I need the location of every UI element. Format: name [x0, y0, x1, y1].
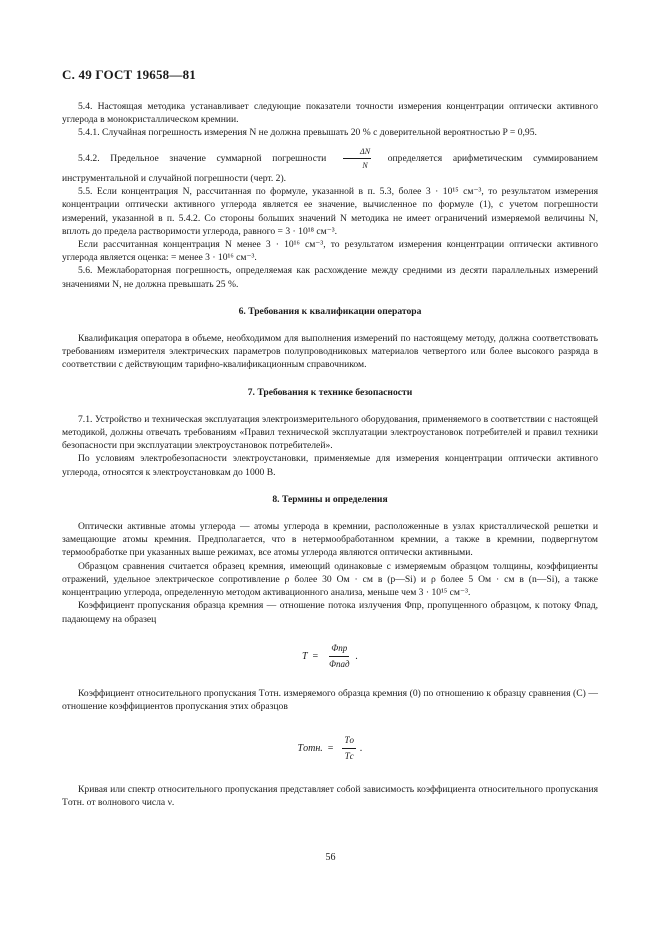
formula-2-equals: =: [327, 742, 334, 754]
document-body: [62, 100, 598, 809]
formula-1-numerator: Φпр: [329, 642, 349, 657]
section-8-paragraph-3: Коэффициент пропускания образца кремния — отношение потока излучения Φпр, пропущенного образцом, к потоку Φпад, падающему на образец: [62, 600, 598, 625]
section-6-title: 6. Требования к квалификации оператора: [238, 305, 422, 317]
formula-2-lhs: Tотн.: [297, 742, 323, 754]
section-8-paragraph-5: Кривая или спектр относительного пропускания представляет собой зависимость коэффициента относительного пропускания Tотн. от волнового числа ν.: [62, 783, 598, 809]
paragraph-5-5-estimate: Если рассчитанная концентрация N менее 3 · 10¹⁶ см⁻³, то результатом измерения концентрации оптически активного углерода является оценка: = менее 3 · 10¹⁶ см⁻³.: [62, 239, 598, 264]
formula-1-denominator: Φпад: [329, 658, 350, 669]
formula-2-numerator: Tо: [342, 734, 356, 749]
paragraph-5-6: 5.6. Межлабораторная погрешность, определяемая как расхождение между средними из десяти параллельных измерений значениями N, не должна превышать 25 %.: [62, 265, 598, 290]
error-ratio-fraction: [343, 145, 371, 172]
section-8-title: 8. Термины и определения: [272, 493, 388, 505]
error-ratio-numerator: ΔN: [343, 145, 371, 159]
paragraph-5-4: 5.4. Настоящая методика устанавливает следующие показатели точности измерения концентрации оптически активного углерода в монокристаллическом кремнии.: [62, 101, 598, 126]
transmission-formula: [62, 642, 598, 671]
formula-1-equals: =: [312, 650, 319, 662]
relative-transmission-formula: [62, 734, 598, 763]
formula-2-fraction: [342, 734, 356, 763]
paragraph-5-4-1: 5.4.1. Случайная погрешность измерения N не должна превышать 20 % с доверительной вероятностью P = 0,95.: [78, 127, 537, 139]
paragraph-5-4-2: [62, 145, 598, 186]
formula-1-fraction: [327, 642, 351, 671]
section-7-paragraph-1: 7.1. Устройство и техническая эксплуатация электроизмерительного оборудования, применяемого в соответствии с настоящей методикой, должны отвечать требованиям «Правил технической эксплуатации электроустановок потребителей и правил техники безопасности при эксплуатации электроустановок потребителей».: [62, 413, 598, 452]
section-7-title: 7. Требования к технике безопасности: [247, 386, 413, 398]
paragraph-5-5: 5.5. Если концентрация N, рассчитанная по формуле, указанной в п. 5.3, более 3 · 10¹⁵ см⁻³, то результатом измерения концентрации оптически активного углерода является ее значение, вычисленное по формуле (1), с учетом погрешности измерений, указанной в п. 5.4.2. Со стороны больших значений N методика не имеет ограничений измеряемой величины N, вплоть до предела растворимости углерода, равного = 3 · 10¹⁸ см⁻³.: [62, 186, 598, 237]
paragraph-5-4-2-start: 5.4.2. Предельное значение суммарной погрешности: [78, 152, 327, 164]
section-6-paragraph: Квалификация оператора в объеме, необходимом для выполнения измерений по настоящему методу, должна соответствовать требованиям измерителя электрических параметров полупроводниковых материалов четвертого или более высокого разряда в соответствии с действующим тарифно-квалификационным справочником.: [62, 333, 598, 371]
formula-2-period: .: [359, 742, 363, 754]
section-7-paragraph-2: По условиям электробезопасности электроустановки, применяемые для измерения концентрации оптически активного углерода, относятся к электроустановкам до 1000 В.: [62, 453, 598, 478]
page-header: С. 49 ГОСТ 19658—81: [62, 67, 196, 82]
formula-1-lhs: T: [301, 650, 308, 662]
section-8-paragraph-4: Коэффициент относительного пропускания Tотн. измеряемого образца кремния (0) по отношению к образцу сравнения (С) — отношение коэффициентов пропускания этих образцов: [62, 688, 598, 713]
formula-2-denominator: Tс: [344, 750, 354, 761]
section-8-paragraph-2: Образцом сравнения считается образец кремния, имеющий одинаковые с измеряемым образцом толщины, коэффициенты отражений, удельное электрическое сопротивление ρ более 30 Ом · см в (p—Si) и ρ более 5 Ом · см в (n—Si), а также концентрацию углерода, определенную методом активационного анализа, меньше чем 3 · 10¹⁵ см⁻³.: [62, 560, 598, 599]
formula-1-period: .: [355, 650, 359, 662]
error-ratio-denominator: N: [362, 160, 368, 170]
page-number: 56: [325, 852, 336, 863]
section-8-paragraph-1: Оптически активные атомы углерода — атомы углерода в кремнии, расположенные в узлах кристаллической решетки и замещающие атомы кремния. Предполагается, что в нетермообработанном кремнии, а также в кремнии, подвергнутом термообработке при указанных выше режимах, все атомы углерода являются оптически активными.: [62, 521, 598, 559]
paragraph-5-4-2-end: определяется арифметическим суммированием инструментальной и случайной погрешности (черт. 2).: [62, 152, 598, 185]
